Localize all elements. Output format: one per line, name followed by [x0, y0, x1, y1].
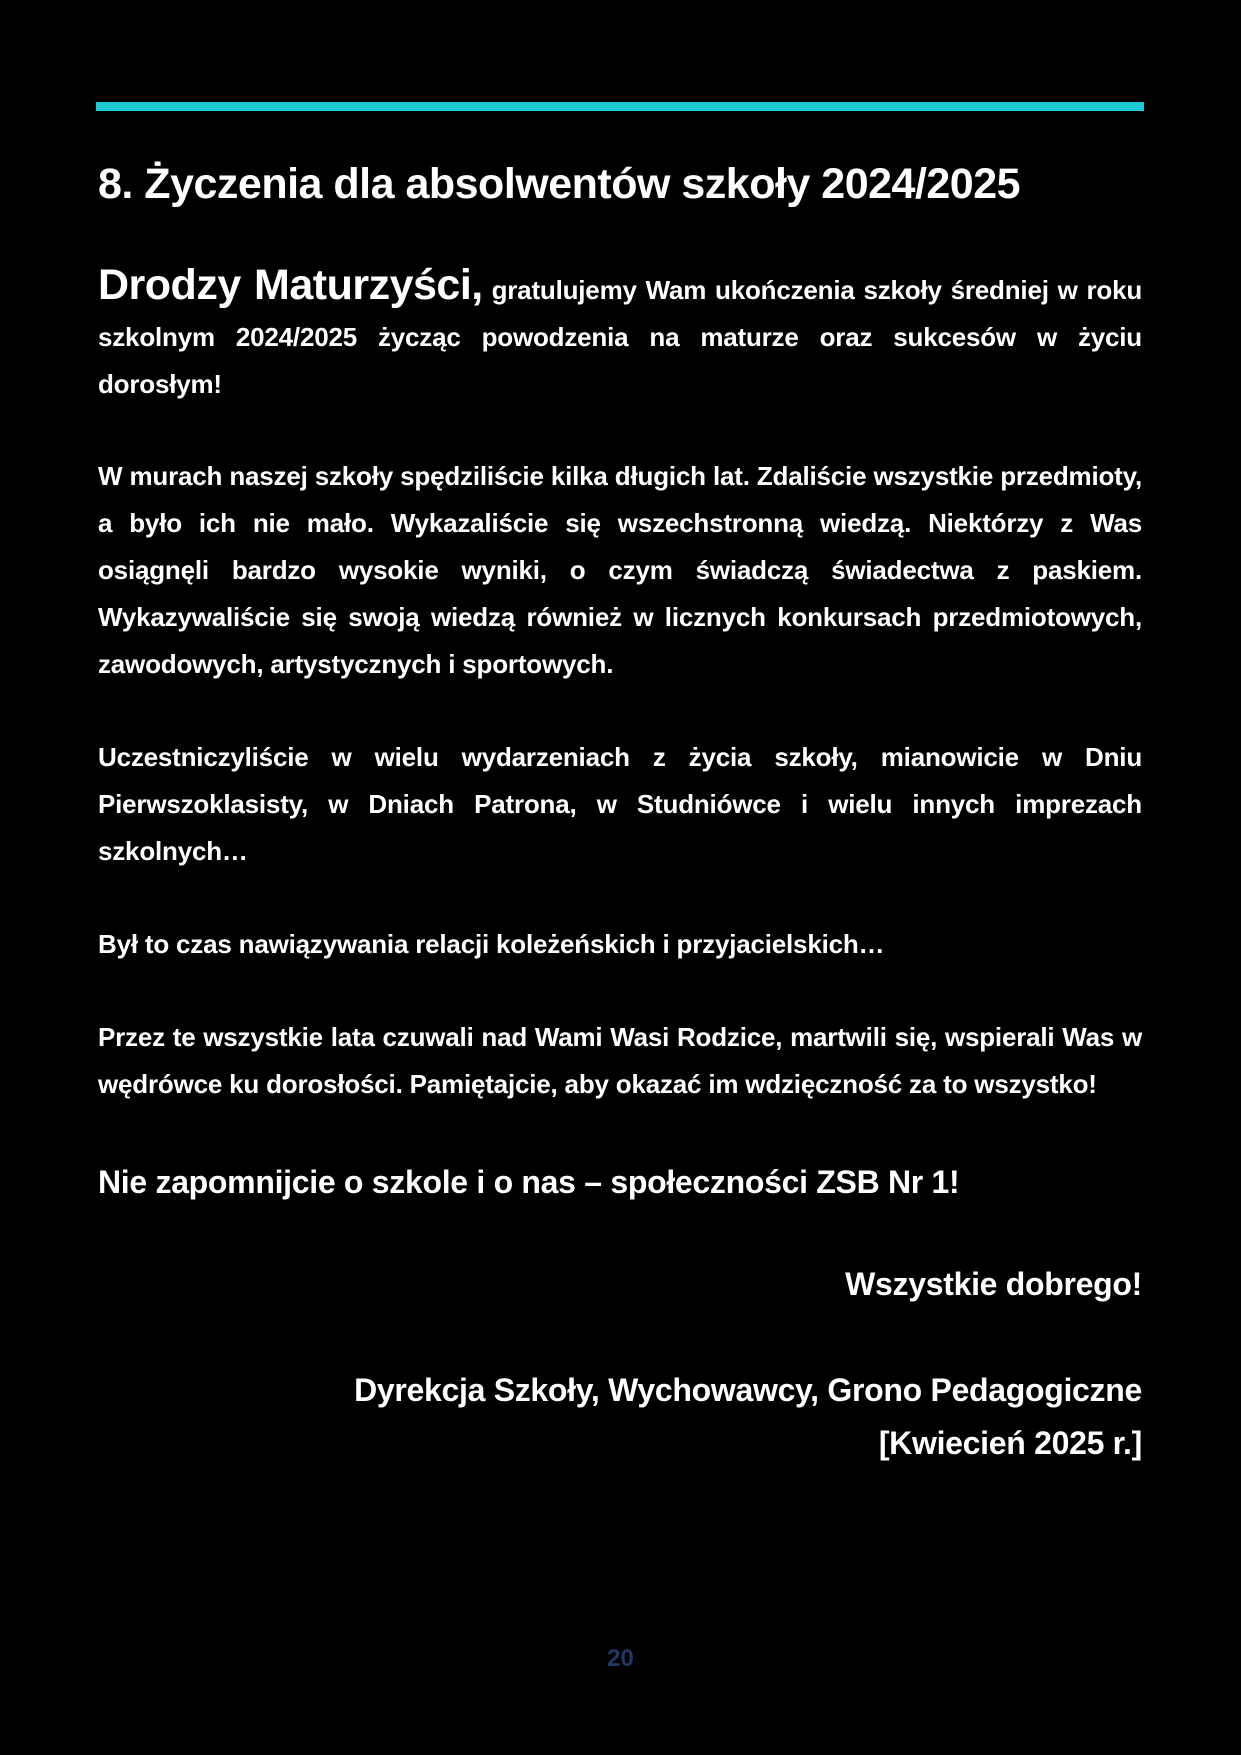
signature-date: [Kwiecień 2025 r.] — [878, 1425, 1142, 1461]
intro-paragraph — [98, 262, 1142, 408]
intro-text: gratulujemy Wam ukończenia szkoły średniej w roku szkolnym 2024/2025 życząc powodzenia na maturze oraz sukcesów w życiu dorosłym! — [98, 275, 1143, 399]
page-number: 20 — [607, 1645, 634, 1672]
paragraph-parents: Przez te wszystkie lata czuwali nad Wami Wasi Rodzice, martwili się, wspierali Was w wędrówce ku dorosłości. Pamiętajcie, aby okazać im wdzięczność za to wszystko! — [98, 1022, 1142, 1099]
section-title: 8. Życzenia dla absolwentów szkoły 2024/2025 — [98, 160, 1021, 208]
paragraph-relations: Był to czas nawiązywania relacji koleżeńskich i przyjacielskich… — [98, 929, 885, 959]
signature-block — [98, 1364, 1142, 1470]
section-top-rule — [96, 102, 1144, 111]
page-content — [98, 150, 1142, 1470]
farewell-line: Wszystkie dobrego! — [845, 1266, 1142, 1302]
closing-line: Nie zapomnijcie o szkole i o nas – społeczności ZSB Nr 1! — [98, 1164, 960, 1200]
salutation: Drodzy Maturzyści, — [98, 261, 483, 309]
paragraph-events: Uczestniczyliście w wielu wydarzeniach z życia szkoły, mianowicie w Dniu Pierwszoklasisty, w Dniach Patrona, w Studniówce i wielu innych imprezach szkolnych… — [98, 742, 1142, 866]
paragraph-achievements: W murach naszej szkoły spędziliście kilka długich lat. Zdaliście wszystkie przedmioty, a było ich nie mało. Wykazaliście się wszechstronną wiedzą. Niektórzy z Was osiągnęli bardzo wysokie wyniki, o czym świadczą świadectwa z paskiem. Wykazywaliście się swoją wiedzą również w licznych konkursach przedmiotowych, zawodowych, artystycznych i sportowych. — [98, 461, 1142, 679]
signature-line: Dyrekcja Szkoły, Wychowawcy, Grono Pedagogiczne — [354, 1372, 1142, 1408]
